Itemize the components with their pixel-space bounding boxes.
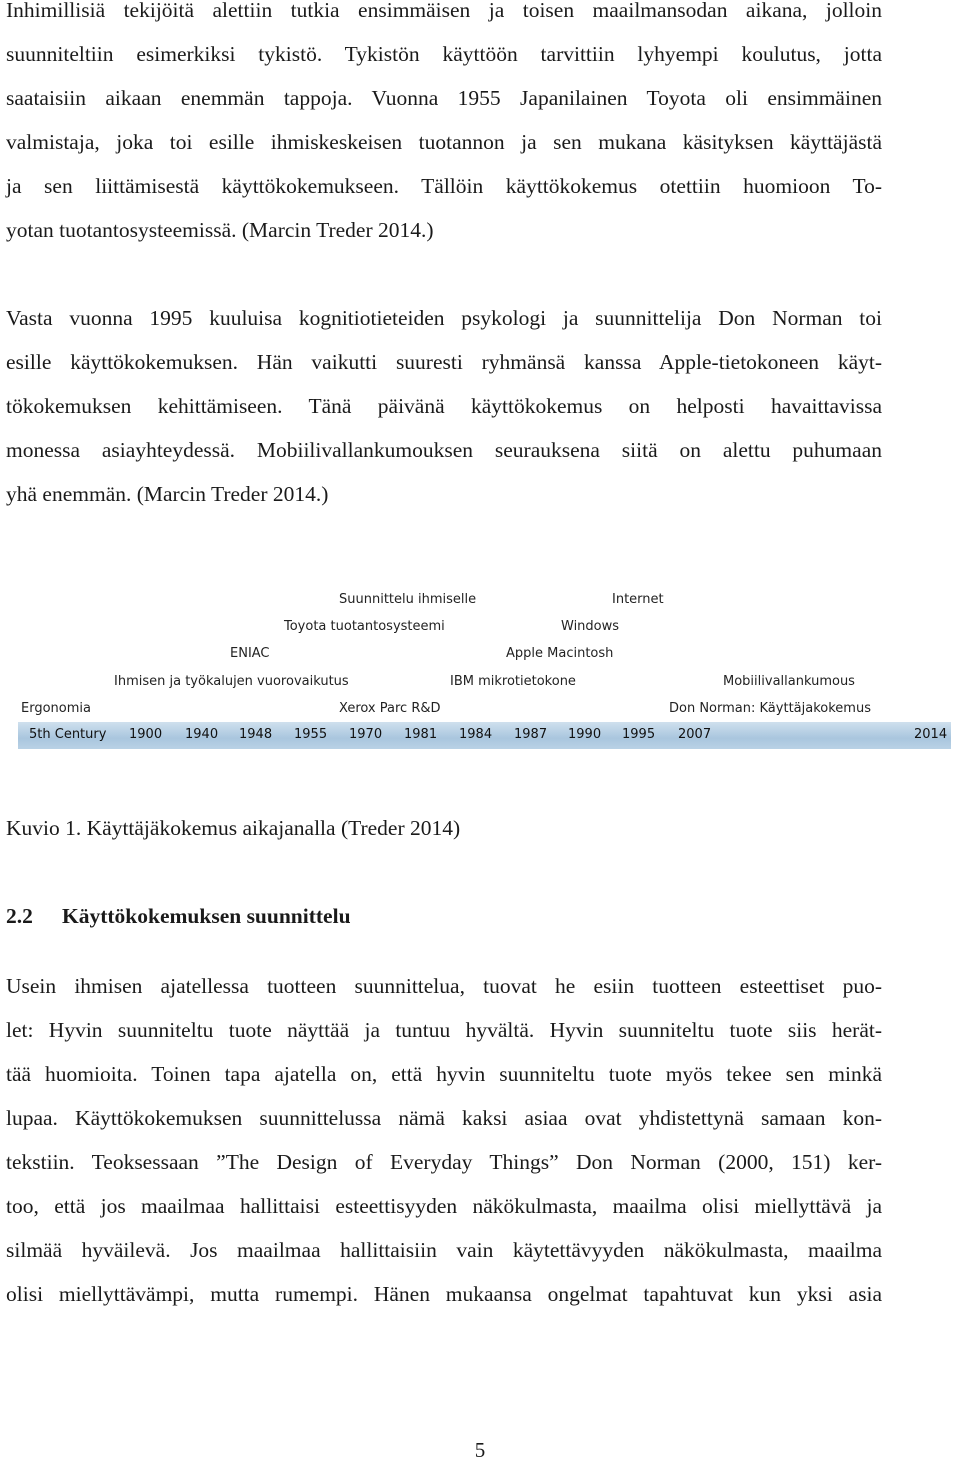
- section-heading: [6, 902, 351, 930]
- timeline-event: Xerox Parc R&D: [339, 701, 441, 716]
- timeline-year: 1940: [185, 727, 219, 742]
- timeline-year: 1995: [622, 727, 656, 742]
- timeline-event: ENIAC: [230, 646, 270, 661]
- text-line: lupaa. Käyttökokemuksen suunnittelussa nämä kaksi asiaa ovat yhdistettynä samaan kon-: [6, 1106, 882, 1130]
- timeline-year: 5th Century: [29, 727, 107, 742]
- timeline-year: 1984: [459, 727, 493, 742]
- timeline-year: 1900: [129, 727, 163, 742]
- text-line: olisi miellyttävämpi, mutta rumempi. Hänen mukaansa ongelmat tapahtuvat kun yksi asia: [6, 1282, 882, 1306]
- text-line: monessa asiayhteydessä. Mobiilivallankumouksen seurauksena siitä on alettu puhumaan: [6, 438, 882, 462]
- text-line: let: Hyvin suunniteltu tuote näyttää ja tuntuu hyvältä. Hyvin suunniteltu tuote siis herät-: [6, 1018, 882, 1042]
- section-number: 2.2: [6, 904, 33, 928]
- timeline-year: 2014: [914, 727, 948, 742]
- text-line: Inhimillisiä tekijöitä alettiin tutkia ensimmäisen ja toisen maailmansodan aikana, jolloin: [6, 0, 882, 22]
- timeline-event: Internet: [612, 592, 664, 607]
- text-line: tökokemuksen kehittämiseen. Tänä päivänä käyttökokemus on helposti havaittavissa: [6, 394, 882, 418]
- timeline-event: Suunnittelu ihmiselle: [339, 592, 477, 607]
- timeline-year: 1955: [294, 727, 328, 742]
- timeline-year: 1970: [349, 727, 383, 742]
- timeline-year: 2007: [678, 727, 712, 742]
- timeline-event: IBM mikrotietokone: [450, 674, 576, 689]
- text-line: too, että jos maailmaa hallittaisi esteettisyyden näkökulmasta, maailma olisi miellyttävä ja: [6, 1194, 882, 1218]
- timeline-bar: [18, 722, 951, 749]
- timeline-year: 1948: [239, 727, 273, 742]
- timeline-event: Ergonomia: [21, 701, 91, 716]
- text-line: yhä enemmän. (Marcin Treder 2014.): [6, 482, 329, 506]
- timeline-year: 1987: [514, 727, 548, 742]
- text-line: silmää hyväilevä. Jos maailmaa hallittaisiin vain käytettävyyden näkökulmasta, maailma: [6, 1238, 882, 1262]
- section-title: Käyttökokemuksen suunnittelu: [62, 904, 351, 928]
- text-line: Usein ihmisen ajatellessa tuotteen suunnittelua, tuovat he esiin tuotteen esteettiset puo-: [6, 974, 882, 998]
- timeline-year: 1981: [404, 727, 438, 742]
- text-line: esille käyttökokemuksen. Hän vaikutti suuresti ryhmänsä kanssa Apple-tietokoneen käyt-: [6, 350, 882, 374]
- figure-caption: Kuvio 1. Käyttäjäkokemus aikajanalla (Treder 2014): [6, 816, 461, 840]
- text-line: ja sen liittämisestä käyttökokemukseen. Tällöin käyttökokemus otettiin huomioon To-: [6, 174, 882, 198]
- timeline-event: Windows: [561, 619, 620, 634]
- timeline-event: Apple Macintosh: [506, 646, 614, 661]
- text-line: suunniteltiin esimerkiksi tykistö. Tykistön käyttöön tarvittiin lyhyempi koulutus, jotta: [6, 42, 882, 66]
- timeline-event: Ihmisen ja työkalujen vuorovaikutus: [114, 674, 349, 689]
- timeline-event: Toyota tuotantosysteemi: [284, 619, 445, 634]
- text-line: yotan tuotantosysteemissä. (Marcin Treder 2014.): [6, 218, 434, 242]
- timeline-year: 1990: [568, 727, 602, 742]
- text-line: tekstiin. Teoksessaan ”The Design of Everyday Things” Don Norman (2000, 151) ker-: [6, 1150, 882, 1174]
- text-line: valmistaja, joka toi esille ihmiskeskeisen tuotannon ja sen mukana käsityksen käyttäjästä: [6, 130, 882, 154]
- text-line: saataisiin aikaan enemmän tappoja. Vuonna 1955 Japanilainen Toyota oli ensimmäinen: [6, 86, 882, 110]
- page-number: 5: [474, 1438, 486, 1462]
- text-line: tää huomioita. Toinen tapa ajatella on, että hyvin suunniteltu tuote myös tekee sen minkä: [6, 1062, 882, 1086]
- text-line: Vasta vuonna 1995 kuuluisa kognitiotieteiden psykologi ja suunnittelija Don Norman toi: [6, 306, 882, 330]
- timeline-event: Don Norman: Käyttäjakokemus: [669, 701, 871, 716]
- timeline-event: Mobiilivallankumous: [723, 674, 855, 689]
- timeline-figure: [0, 580, 960, 760]
